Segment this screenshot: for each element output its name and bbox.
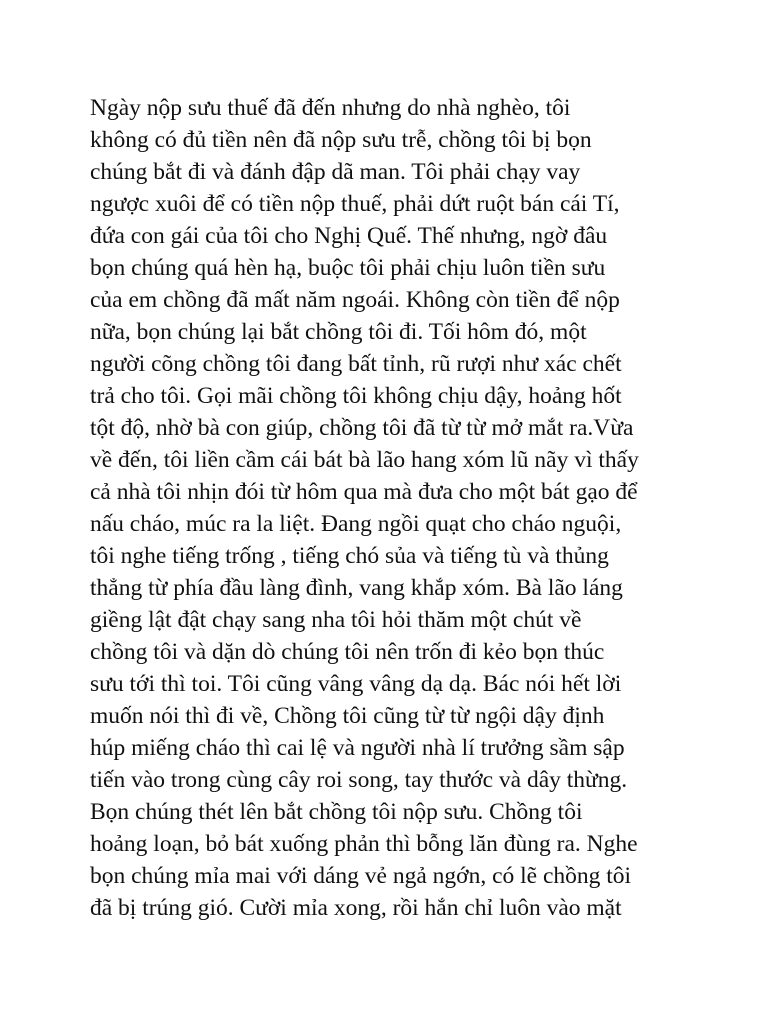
text-line-24: hoảng loạn, bỏ bát xuống phản thì bỗng lăn đùng ra. Nghe xyxy=(90,831,638,857)
text-line-11: tột độ, nhờ bà con giúp, chồng tôi đã từ từ mở mắt ra.Vừa xyxy=(90,415,634,441)
text-line-8: nữa, bọn chúng lại bắt chồng tôi đi. Tối hôm đó, một xyxy=(90,319,587,345)
text-line-15: tôi nghe tiếng trống , tiếng chó sủa và tiếng tù và thủng xyxy=(90,543,609,569)
text-line-5: đứa con gái của tôi cho Nghị Quế. Thế nhưng, ngờ đâu xyxy=(90,223,608,249)
text-line-3: chúng bắt đi và đánh đập dã man. Tôi phải chạy vay xyxy=(90,159,581,185)
text-line-7: của em chồng đã mất năm ngoái. Không còn tiền để nộp xyxy=(90,287,620,313)
text-line-17: giềng lật đật chạy sang nha tôi hỏi thăm một chút về xyxy=(90,607,582,633)
text-line-6: bọn chúng quá hèn hạ, buộc tôi phải chịu luôn tiền sưu xyxy=(90,255,606,281)
body-paragraph xyxy=(90,92,690,924)
text-line-21: húp miếng cháo thì cai lệ và người nhà lí trưởng sầm sập xyxy=(90,735,625,761)
text-line-25: bọn chúng mỉa mai với dáng vẻ ngả ngớn, có lẽ chồng tôi xyxy=(90,863,632,889)
text-line-20: muốn nói thì đi về, Chồng tôi cũng từ từ ngội dậy định xyxy=(90,703,605,729)
text-line-14: nấu cháo, múc ra la liệt. Đang ngồi quạt cho cháo nguội, xyxy=(90,511,622,537)
text-line-19: sưu tới thì toi. Tôi cũng vâng vâng dạ dạ. Bác nói hết lời xyxy=(90,671,622,697)
text-line-16: thẳng từ phía đầu làng đình, vang khắp xóm. Bà lão láng xyxy=(90,575,623,601)
text-line-26: đã bị trúng gió. Cười mỉa xong, rồi hắn chỉ luôn vào mặt xyxy=(90,895,622,921)
text-line-4: ngược xuôi để có tiền nộp thuế, phải dứt ruột bán cái Tí, xyxy=(90,191,620,217)
text-line-22: tiến vào trong cùng cây roi song, tay thước và dây thừng. xyxy=(90,767,628,793)
text-line-13: cả nhà tôi nhịn đói từ hôm qua mà đưa cho một bát gạo để xyxy=(90,479,638,505)
text-line-12: về đến, tôi liền cầm cái bát bà lão hang xóm lũ nãy vì thấy xyxy=(90,447,639,473)
text-line-1: Ngày nộp sưu thuế đã đến nhưng do nhà nghèo, tôi xyxy=(90,95,571,121)
text-line-10: trả cho tôi. Gọi mãi chồng tôi không chịu dậy, hoảng hốt xyxy=(90,383,622,409)
text-line-18: chồng tôi và dặn dò chúng tôi nên trốn đi kẻo bọn thúc xyxy=(90,639,605,665)
text-line-23: Bọn chúng thét lên bắt chồng tôi nộp sưu. Chồng tôi xyxy=(90,799,583,825)
text-line-9: người cõng chồng tôi đang bất tỉnh, rũ rượi như xác chết xyxy=(90,351,622,377)
text-line-2: không có đủ tiền nên đã nộp sưu trễ, chồng tôi bị bọn xyxy=(90,127,592,153)
